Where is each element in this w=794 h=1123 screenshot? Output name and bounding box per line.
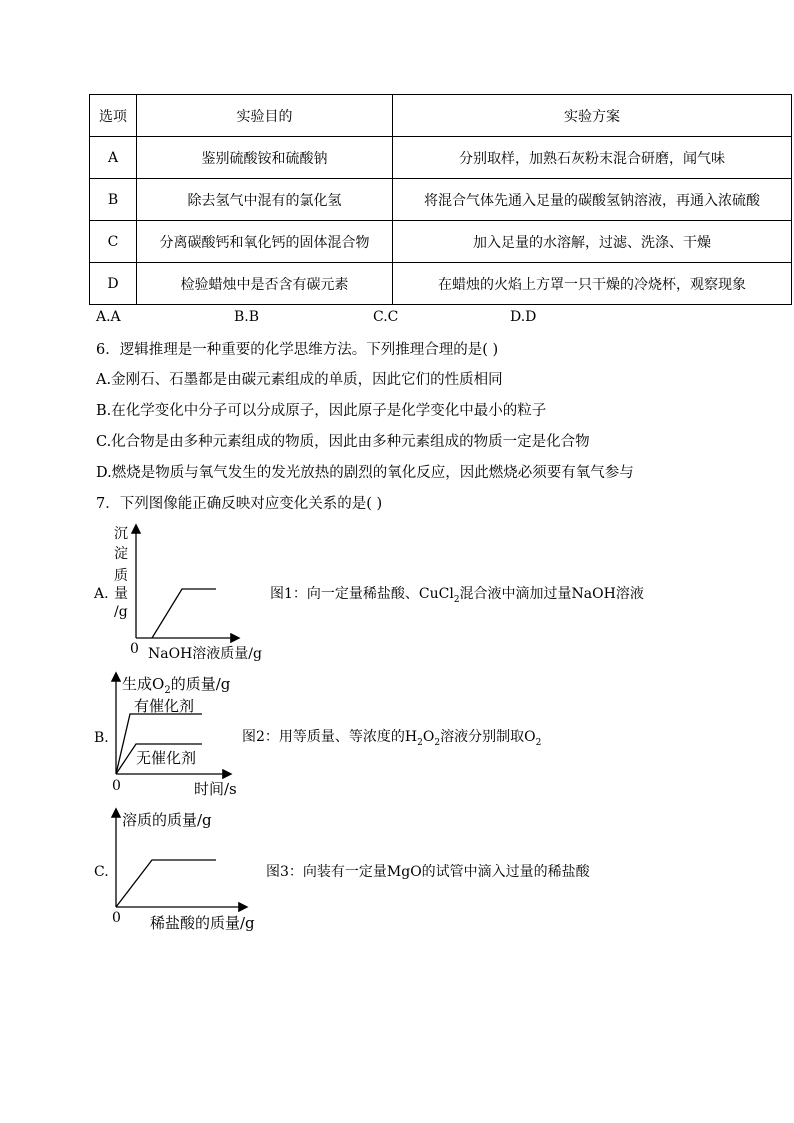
row-purpose: 除去氢气中混有的氯化氢 bbox=[137, 179, 393, 221]
fig-b-xlabel: 时间/s bbox=[194, 780, 237, 798]
header-plan: 实验方案 bbox=[393, 95, 792, 137]
row-purpose: 鉴别硫酸铵和硫酸钠 bbox=[137, 137, 393, 179]
q7-stem: 7．下列图像能正确反映对应变化关系的是( ) bbox=[96, 496, 383, 512]
fig-b-origin: 0 bbox=[112, 778, 121, 794]
fig-c-origin: 0 bbox=[112, 910, 121, 926]
row-option: C bbox=[90, 221, 137, 263]
fig-a-ylabel-5: /g bbox=[114, 604, 128, 620]
option-a-letter[interactable]: A. bbox=[94, 586, 109, 602]
fig-a-caption: 图1：向一定量稀盐酸、CuCl$_2$混合液中滴加过量NaOH溶液 bbox=[270, 586, 644, 605]
q5-option-d[interactable]: D.D bbox=[510, 309, 537, 325]
q6-stem: 6．逻辑推理是一种重要的化学思维方法。下列推理合理的是( ) bbox=[96, 342, 499, 358]
q6-option-a[interactable]: A.金刚石、石墨都是由碳元素组成的单质，因此它们的性质相同 bbox=[96, 372, 503, 388]
fig-c-xlabel: 稀盐酸的质量/g bbox=[150, 914, 255, 932]
fig-c-caption: 图3：向装有一定量MgO的试管中滴入过量的稀盐酸 bbox=[266, 864, 590, 880]
fig-a-ylabel-1: 沉 bbox=[114, 526, 128, 542]
row-plan: 分别取样，加熟石灰粉末混合研磨，闻气味 bbox=[393, 137, 792, 179]
table-row bbox=[90, 179, 792, 221]
row-plan: 加入足量的水溶解，过滤、洗涤、干燥 bbox=[393, 221, 792, 263]
row-plan: 在蜡烛的火焰上方罩一只干燥的冷烧杯，观察现象 bbox=[393, 263, 792, 305]
table-row bbox=[90, 137, 792, 179]
fig-b-ylabel: 生成$O_2$的质量/g bbox=[122, 675, 231, 696]
table-row bbox=[90, 263, 792, 305]
figure-c bbox=[90, 806, 730, 936]
fig-a-xlabel: NaOH溶液质量/g bbox=[148, 646, 262, 662]
table-row bbox=[90, 221, 792, 263]
q5-option-b[interactable]: B.B bbox=[234, 309, 260, 325]
header-purpose: 实验目的 bbox=[137, 95, 393, 137]
row-plan: 将混合气体先通入足量的碳酸氢钠溶液，再通入浓硫酸 bbox=[393, 179, 792, 221]
row-option: D bbox=[90, 263, 137, 305]
experiment-table bbox=[89, 94, 792, 305]
row-purpose: 分离碳酸钙和氧化钙的固体混合物 bbox=[137, 221, 393, 263]
q5-option-c[interactable]: C.C bbox=[373, 309, 399, 325]
q6-option-d[interactable]: D.燃烧是物质与氧气发生的发光放热的剧烈的氧化反应，因此燃烧必须要有氧气参与 bbox=[96, 465, 634, 481]
table-header-row bbox=[90, 95, 792, 137]
fig-a-origin: 0 bbox=[130, 641, 139, 657]
fig-a-curve bbox=[152, 589, 216, 638]
fig-b-line1-label: 有催化剂 bbox=[134, 697, 195, 715]
fig-a-ylabel-2: 淀 bbox=[114, 546, 128, 562]
fig-b-caption: 图2：用等质量、等浓度的$H_2O_2$溶液分别制取$O_2$ bbox=[242, 729, 542, 748]
q6-option-b[interactable]: B.在化学变化中分子可以分成原子，因此原子是化学变化中最小的粒子 bbox=[96, 403, 547, 419]
fig-a-ylabel-4: 量 bbox=[114, 586, 128, 602]
q5-option-a[interactable]: A.A bbox=[96, 309, 121, 325]
header-option: 选项 bbox=[90, 95, 137, 137]
fig-a-ylabel-3: 质 bbox=[114, 568, 128, 584]
fig-c-ylabel: 溶质的质量/g bbox=[122, 811, 212, 829]
figure-b bbox=[90, 670, 730, 800]
figure-a bbox=[90, 518, 730, 668]
fig-c-curve bbox=[116, 860, 216, 907]
row-purpose: 检验蜡烛中是否含有碳元素 bbox=[137, 263, 393, 305]
row-option: A bbox=[90, 137, 137, 179]
fig-b-line2-label: 无催化剂 bbox=[136, 749, 197, 767]
q6-option-c[interactable]: C.化合物是由多种元素组成的物质，因此由多种元素组成的物质一定是化合物 bbox=[96, 434, 590, 450]
row-option: B bbox=[90, 179, 137, 221]
option-c-letter[interactable]: C. bbox=[94, 864, 109, 880]
option-b-letter[interactable]: B. bbox=[94, 730, 109, 746]
